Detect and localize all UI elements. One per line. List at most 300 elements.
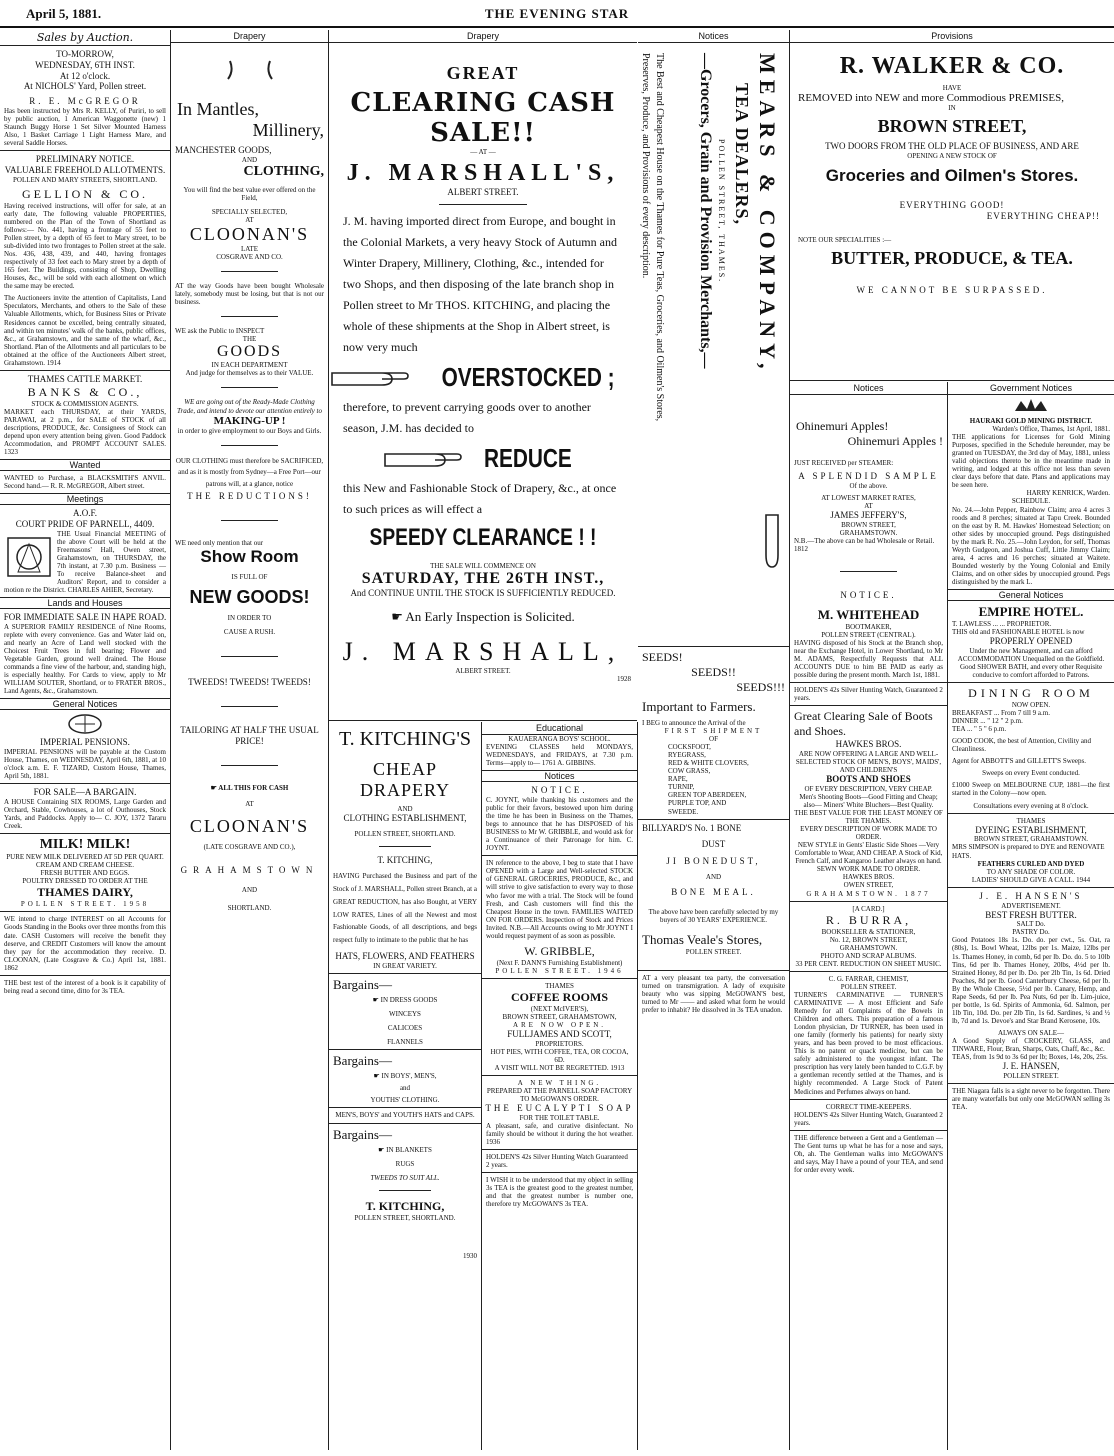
two-doors: TWO DOORS FROM THE OLD PLACE OF BUSINESS, AND ARE: [825, 141, 1079, 152]
dyeing-sub: BROWN STREET, GRAHAMSTOWN.: [973, 835, 1089, 844]
advertisement: ADVERTISEMENT.: [1001, 901, 1061, 910]
kenrick: HARRY KENRICK, Warden.: [1026, 489, 1110, 498]
sewn-work: SEWN WORK MADE TO ORDER.: [816, 865, 921, 874]
milk-body: PURE NEW MILK DELIVERED AT 5D PER QUART.: [6, 853, 164, 862]
lawless: T. LAWLESS ... ... PROPRIETOR.: [952, 619, 1052, 628]
cattle-market: THAMES CATTLE MARKET.: [27, 373, 143, 384]
pointing-hand-icon: ☛: [372, 996, 381, 1005]
whitehead-name: M. WHITEHEAD: [817, 606, 920, 622]
now-open: ARE NOW OPEN.: [512, 1021, 607, 1030]
brown-street: BROWN STREET, GRAHAMSTOWN,: [502, 1012, 617, 1021]
the-label: THE: [242, 335, 257, 344]
wish-filler: I WISH it to be understood that my object in selling 3s TEA is the greatest good to the greatest number, and that the greatest number is number one, therefore try McGOWAN'S 3s TEA.: [486, 1176, 633, 1209]
immediate-body: A SUPERIOR FAMILY RESIDENCE of Nine Rooms, replete with every convenience. Gas and Water laid on, and nearly an Acre of Land well stocked with the Choicest Fruit Trees in full bearing; Flower and Vegetable Garden, ground well drained. The House commands a fine view of the harbour, and, standing high, is especially healthy. For Cards to view, apply to Mr WILLIAM SOUTER, Shortland, or to FRATER BROS., Land Agents, &c., Grahamstown.: [4, 622, 166, 696]
bargain-title: FOR SALE—A BARGAIN.: [33, 787, 137, 798]
blankets: IN BLANKETS: [386, 1145, 432, 1154]
marshall-body2: therefore, to prevent carrying goods over to another season, J.M. has decided to: [343, 399, 591, 435]
bargains-heading: Bargains—: [333, 977, 392, 993]
everything-cheap: EVERYTHING CHEAP!!: [986, 210, 1100, 221]
tea-filler: THE best test of the interest of a book is it capability of being read a second time, ditto for 3s TEA.: [4, 978, 166, 995]
salt-butter: SALT Do.: [1016, 920, 1046, 929]
employment: in order to give employment to our Boys and Girls.: [177, 426, 322, 435]
aof: A.O.F.: [72, 508, 98, 519]
section-header: General Notices: [0, 698, 170, 710]
visit: A VISIT WILL NOT BE REGRETTED. 1913: [494, 1064, 625, 1072]
gellion-body2: The Auctioneers invite the attention of Capitalists, Land Speculators, Merchants, and others to the Sale of these Valuable Allotments, which, for Business Sites or Private Residences cannot be excelled, being centrally situated, and within ten minutes' walk of the banks, public offices, &c., at Grahamstown, and the same of the wharf, &c., Shortland. Plan of the Allotments and all particulars to be obtained at the office of the Auctioneers Albert street, Grahamstown. 1914: [4, 294, 166, 367]
farrar-sub: POLLEN STREET.: [840, 982, 897, 991]
overstocked: OVERSTOCKED ;: [441, 361, 615, 392]
coffee-sub: (NEXT McIVER'S),: [530, 1004, 589, 1013]
auction-place: At NICHOLS' Yard, Pollen street.: [23, 81, 147, 92]
soap-body: A pleasant, safe, and curative disinfectant. No family should be without it during the hot weather. 1936: [486, 1122, 633, 1147]
every-work: EVERY DESCRIPTION OF WORK MADE TO ORDER.: [800, 825, 937, 842]
in-label: IN: [948, 104, 956, 113]
column-mears: [638, 30, 790, 1450]
column-auctions: [0, 30, 171, 1450]
fashionable: THIS old and FASHIONABLE HOTEL is now: [952, 628, 1085, 637]
dining-room: DINING ROOM: [968, 686, 1094, 701]
hawkes-name2: HAWKES BROS.: [842, 873, 895, 882]
apples-1: Ohinemuri Apples!: [796, 419, 889, 433]
para-sacrificed: OUR CLOTHING must therefore be SACRIFICED, and as it is mostly from Sydney—a Free Port—our patrons will, at a glance, notice: [175, 456, 324, 489]
section-header: Educational: [482, 722, 637, 735]
auction-time: At 12 o'clock.: [59, 70, 111, 81]
cash-label: ALL THIS FOR CASH: [218, 783, 289, 792]
holden-watch: HOLDEN'S 42s Silver Hunting Watch Guaranteed 2 years.: [486, 1153, 628, 1170]
kitching-name: T. KITCHING'S: [338, 728, 472, 750]
ji-bonedust: JI BONEDUST,: [666, 856, 761, 867]
great-heading: GREAT: [446, 63, 520, 83]
sweeps: Sweeps on every Event conducted.: [982, 769, 1080, 778]
masthead: [0, 0, 1114, 28]
column-kitching: [329, 722, 482, 1450]
column-government: [948, 382, 1114, 1450]
always-on-sale: ALWAYS ON SALE—: [997, 1028, 1065, 1037]
bargains-item: [329, 1146, 481, 1154]
auction-day: WEDNESDAY, 6TH INST.: [35, 59, 135, 70]
flannels: FLANNELS: [387, 1038, 423, 1047]
best-butter: BEST FRESH BUTTER.: [985, 909, 1077, 920]
poultry: POULTRY DRESSED TO ORDER AT THE: [22, 877, 148, 886]
removed: REMOVED into NEW and more Commodious PREMISES,: [798, 92, 1064, 105]
surpassed: WE CANNOT BE SURPASSED.: [856, 284, 1048, 295]
farrar: C. G. FARRAR, CHEMIST,: [828, 974, 909, 983]
sale-commence: THE SALE WILL COMMENCE ON: [430, 561, 536, 570]
albert-street: ALBERT STREET.: [447, 187, 519, 198]
tweeds: TWEEDS! TWEEDS! TWEEDS!: [188, 677, 311, 688]
tweeds-all: TWEEDS TO SUIT ALL.: [370, 1173, 440, 1182]
bargains-item: [329, 1072, 481, 1080]
winceys: WINCEYS: [389, 1010, 421, 1019]
specialities: NOTE OUR SPECIALITIES :—: [798, 235, 892, 244]
court-title: COURT PRIDE OF PARNELL, 4409.: [15, 518, 155, 529]
price-list: Good Potatoes 18s 1s. Do. do. per cwt., 5s. Oat, ra (80s), 1s. Bowl Wheat, 12lbs per 1s. Maize, 12lbs per 1s. Thames Honey, in comb, 6d per lb. Do. do. 5 to 10lb Tins, 6d per lb. Thames Honey, 20lbs, 4½d per lb. Strained Honey, 8d per lb. Do. per 2lb Tin, 1s 6d. Dried Peaches, 8d per lb. Good Canterbury Cheese, 6d per lb. By the Whole Cheese, 5½d per lb. Canary, Hemp, and Rape Seeds, 6d per lb. Pea Nuts, 6d per lb. Lim-juice, per bottle, 1s 6d. Spirits of Ammonia, 6d. Salmon, per 1lb Tin, 10d. Do. per 2lb Tin, 1s 6d. Sardines, ¼ and ½ lb, 7d and 1s. Devoe's and Star Brand Kerosene, 10s.: [952, 936, 1110, 1025]
shortland: SHORTLAND.: [227, 903, 272, 912]
boots-shoes: BOOTS AND SHOES: [826, 774, 911, 785]
brown-street: BROWN STREET,: [877, 116, 1027, 137]
in-order-to: IN ORDER TO: [227, 614, 272, 623]
fulljames: FULLJAMES AND SCOTT,: [507, 1029, 612, 1040]
specially-selected: SPECIALLY SELECTED,: [211, 207, 288, 216]
hot-pies: HOT PIES, WITH COFFEE, TEA, OR COCOA, 6D.: [490, 1047, 629, 1064]
bargains-heading: Bargains—: [333, 1053, 392, 1069]
late-cosgrave: (LATE COSGRAVE AND CO.),: [203, 842, 296, 851]
gent-filler: THE difference between a Gent and a Gentleman — The Gent turns up what he has for a nose and says, Oh, ah. The Gentleman walks into McGOWAN'S and says, May I have a pound of your TEA, and send for order every week.: [794, 1133, 943, 1174]
veale-sub: POLLEN STREET.: [685, 947, 742, 956]
manchester-goods: MANCHESTER GOODS,: [175, 145, 272, 155]
card: [A CARD.]: [852, 904, 885, 913]
seed-item: SWEEDE.: [668, 807, 699, 816]
continue-until: And CONTINUE UNTIL THE STOCK IS SUFFICIENTLY REDUCED.: [350, 587, 616, 598]
cause-rush: CAUSE A RUSH.: [223, 628, 276, 637]
pollen-street2: POLLEN STREET, SHORTLAND.: [354, 1213, 456, 1222]
bootmaker: BOOTMAKER,: [845, 622, 892, 631]
reduce-row: [329, 443, 637, 474]
seed-item: RYEGRASS,: [668, 751, 706, 760]
making-up: MAKING-UP !: [213, 414, 286, 427]
shower-bath: Good SHOWER BATH, and every other Requisite conducive to comfort afforded to Patrons.: [959, 662, 1103, 680]
pointing-hand-icon: ☛: [373, 1072, 382, 1081]
lodge-emblem-icon: [4, 532, 54, 582]
seed-item: PURPLE TOP, AND: [668, 799, 727, 808]
niagara-filler: THE Niagara falls is a sight never to be forgotten. There are many waterfalls but only one McGOWAN selling 3s TEA.: [952, 1086, 1110, 1112]
showroom-heading: Show Room: [200, 547, 299, 567]
dust: DUST: [701, 839, 726, 850]
at-label: — AT —: [470, 148, 496, 156]
late-label: LATE: [240, 245, 259, 254]
veale-stores: Thomas Veale's Stores,: [642, 931, 763, 947]
boys-mens: IN BOYS', MEN'S,: [381, 1072, 437, 1081]
dyeing: DYEING ESTABLISHMENT,: [975, 824, 1087, 835]
gribble-body: IN reference to the above, I beg to state that I have OPENED with a Large and Well-selected STOCK of GENERAL GROCERIES, PRODUCE, &c., and will strive to give satisfaction to every way to those who favor me with a trial. The Stock will be found Fresh, and Cash customers will find this the Cheapest House in the town. FAMILIES WAITED ON FOR ORDERS. Inspection of Stock and Prices Invited. N.B.—All Accounts owing to Mr JOYNT I would request payment of as soon as possible.: [486, 859, 633, 940]
bargains-item: [329, 996, 481, 1004]
section-header: Government Notices: [948, 382, 1114, 395]
burra-graham: GRAHAMSTOWN.: [839, 943, 898, 952]
kitching-body: HAVING Purchased the Business and part of the Stock of J. MARSHALL, Pollen street Branch, at a GREAT REDUCTION, has also Bought, at VERY LOW RATES, Lines of all the Newest and most Fashionable Goods, of all descriptions, and begs respect fully to intimate to the public that he has: [333, 871, 477, 945]
youths-clothing: YOUTHS' CLOTHING.: [370, 1096, 440, 1105]
toilet-table: FOR THE TOILET TABLE.: [519, 1113, 600, 1122]
hawkes-body: ARE NOW OFFERING A LARGE AND WELL-SELECTED STOCK OF MEN'S, BOYS', MAIDS', AND CHILDREN'S: [795, 749, 942, 775]
and-label2: AND: [241, 885, 258, 894]
rotated-ad: [638, 43, 789, 643]
simpson: MRS SIMPSON is prepared to DYE and RENOVATE HATS.: [952, 843, 1105, 860]
seed-list: [638, 743, 789, 815]
court-body: THE Usual Financial MEETING of the above Court will be held at the Freemasons' Hall, Owen street, Grahamstown, on THURSDAY, the 7th instant, at 7.30 p.m. Business — To receive Balance-sheet and Auditors' Report, and to consider a motion re the District. CHARLES AHIER, Secretary.: [4, 529, 166, 594]
goods-heading: GOODS: [216, 343, 283, 361]
every-desc: OF EVERY DESCRIPTION, VERY CHEAP.: [804, 784, 933, 793]
groceries: Groceries and Oilmen's Stores.: [825, 165, 1079, 185]
seed-item: RED & WHITE CLOVERS,: [668, 759, 749, 768]
properly-opened: PROPERLY OPENED: [989, 636, 1073, 647]
new-style: NEW STYLE in Gents' Elastic Side Shoes —Very Comfortable to Wear, AND CHEAP. A Stock of Kid, French Calf, and Kangaroo Leather always on hand.: [794, 841, 943, 866]
pointing-hand-icon: [756, 513, 784, 573]
of-label: OF: [709, 735, 718, 744]
jeffery-name: JAMES JEFFERY'S,: [830, 509, 907, 520]
hawkes-name: HAWKES BROS.: [835, 739, 902, 750]
section-header: Notices: [638, 30, 789, 43]
reductions: THE REDUCTIONS!: [187, 491, 312, 502]
seed-item: COW GRASS,: [668, 767, 711, 776]
crockery: A Good Supply of CROCKERY, GLASS, and TINWARE, Flour, Bran, Sharps, Oats, Chaff, &c., &c.: [952, 1037, 1110, 1054]
ad-number: 1930: [463, 1251, 477, 1260]
dress-goods: IN DRESS GOODS: [380, 996, 438, 1005]
hansen-pollen: POLLEN STREET.: [1003, 1071, 1059, 1080]
cheap-drapery: CHEAP DRAPERY: [359, 759, 451, 800]
turner-body: TURNER'S CARMINATIVE — TURNER'S CARMINATIVE — A most Efficient and Safe Remedy for all Complaints of the Bowels in Children and others. This preparation of a famous London physician, Dr TURNER, has been used in one family (formerly his patients) for nearly sixty years, and has been proved to be most efficacious. This is no patent or quack medicine, but can be safely administered to the youngest infant. The prescription has very lately been handed to C.G.F. by a gentleman recently settled at the Thames, and is highly recommended. A Large Stock of Patent Medicines and Perfumes always on hand.: [794, 990, 943, 1096]
cream: CREAM AND CREAM CHEESE.: [35, 861, 134, 870]
owen-street: OWEN STREET,: [843, 881, 894, 890]
gribble-pollen: POLLEN STREET. 1946: [495, 966, 624, 975]
mantles-heading: In Mantles,: [177, 99, 259, 119]
gribble-sub: (Next F. DANN'S Furnishing Establishment): [496, 958, 623, 967]
dairy-sub: POLLEN STREET. 1958: [20, 900, 150, 909]
proprietors: PROPRIETORS.: [535, 1039, 584, 1048]
to-any-shade: TO ANY SHADE OF COLOR.: [986, 867, 1076, 876]
consultations: Consultations every evening at 8 o'clock.: [973, 801, 1089, 810]
para-wholesale: AT the way Goods have been bought Wholesale lately, somebody must be losing, but that is not our business.: [175, 282, 324, 307]
schedule-body: No. 24.—John Pepper, Rainbow Claim; area 4 acres 3 roods and 8 perches; situated at Tapu Creek. Bounded on the east by R. M. Hawkes' Homestead Selection; on other sides by unoccupied ground. Pegs distinguished by the mark R. No. 25.—John Leydon, for self, Thomas Weyth Gudgeon, and Joshua Cuff, Little Jimmy Claim; area, 4 acres and 16 perches; situated at Waitete. Bounded westerly by the Young Colonial and Emily Claims, and on other sides by unoccupied ground. Pegs distinguished by the mark L.: [952, 505, 1110, 586]
gribble-name: W. GRIBBLE,: [524, 943, 595, 958]
agent: Agent for ABBOTT'S and GILLETT'S Sweeps.: [952, 757, 1086, 766]
pastry-butter: PASTRY Do.: [1012, 928, 1050, 937]
thames-label: THAMES: [1016, 816, 1046, 825]
thames-label: THAMES: [545, 981, 574, 990]
rugs: RUGS: [395, 1159, 415, 1168]
bargain-body: A HOUSE Containing SIX ROOMS, Large Garden and Orchard, Stable, Cowhouses, a lot of Outhouses, Stock Yards, and Paddocks. Apply to— C. JOY, 1372 Tararu Creek.: [4, 797, 166, 831]
hats-caps: MEN'S, BOYS' and YOUTH'S HATS and CAPS.: [335, 1111, 475, 1120]
auction-date: TO-MORROW,: [56, 49, 114, 59]
best-value: THE BEST VALUE FOR THE LEAST MONEY OF THE THAMES.: [794, 809, 943, 826]
tailoring: TAILORING AT HALF THE USUAL PRICE!: [180, 725, 319, 746]
first-shipment: FIRST SHIPMENT: [664, 727, 763, 736]
teas: TEAS, from 1s 9d to 3s 6d per lb; Boxes, 14s, 20s, 25s.: [952, 1053, 1108, 1062]
selected: The above have been carefully selected by my buyers of 30 YEARS' EXPERIENCE.: [648, 907, 779, 924]
clearing-boots: Great Clearing Sale of Boots and Shoes.: [794, 709, 933, 739]
now-open: NOW OPEN.: [1011, 701, 1051, 710]
section-header: Notices: [790, 382, 947, 395]
overstocked-row: [329, 362, 637, 393]
best-cheapest: The Best and Cheapest House on the Thames for Pure Teas, Groceries, and Oilmen's Stores, Preserves, Produce, and Provisions of every description.: [640, 53, 665, 422]
pensions-body: IMPERIAL PENSIONS will be payable at the Custom House, Thames, on WEDNESDAY, April 6th, 1881, at 10 o'clock a.m. E. F. TIZARD, Custom House, Thames, April 5th, 1881.: [4, 748, 166, 781]
empire-hotel: EMPIRE HOTEL.: [978, 603, 1084, 619]
section-header: Notices: [482, 770, 637, 782]
seed-item: TURNIP,: [668, 783, 695, 792]
cloonans-name2: CLOONAN'S: [189, 815, 310, 836]
just-received: JUST RECEIVED per STEAMER:: [794, 459, 894, 467]
best-value: You will find the best value ever offered on the Field,: [183, 185, 316, 202]
sheet-music: 33 PER CENT. REDUCTION ON SHEET MUSIC.: [795, 959, 942, 968]
gellion-name: GELLION & CO.: [22, 186, 148, 201]
butter-eggs: FRESH BUTTER AND EGGS.: [40, 869, 130, 878]
tea-dealers: TEA DEALERS,: [732, 83, 752, 226]
grocers-line: —Grocers, Grain and Provision Merchants,—: [697, 53, 714, 369]
beg-announce: I BEG to announce the Arrival of the: [642, 719, 746, 727]
notice-title: NOTICE.: [531, 785, 588, 796]
para-readymade: WE are going out of the Ready-Made Clothing Trade, and intend to devote our attention entirely to: [177, 398, 322, 415]
everything-good: EVERYTHING GOOD!: [899, 199, 1005, 210]
newspaper-title: THE EVENING STAR: [484, 6, 630, 21]
hansen-name2: J. E. HANSEN,: [1002, 1061, 1060, 1072]
tk-name2: T. KITCHING,: [365, 1198, 445, 1213]
joynt-body: C. JOYNT, while thanking his customers and the public for their favors, bestowed upon him during the time he has been in Business on the Thames, begs to announce that he has DISPOSED of his BUSINESS to Mr W. GRIBBLE, and would ask for a Continuance of their Patronage for him. C. JOYNT.: [486, 795, 633, 853]
melbourne-sweep: £1000 Sweep on MELBOURNE CUP, 1881—the first started in the Colony—now open.: [952, 781, 1110, 798]
correct-time: CORRECT TIME-KEEPERS.: [825, 1102, 912, 1111]
section-header: Lands and Houses: [0, 597, 170, 609]
section-header: Provisions: [790, 30, 1114, 43]
banks-name: BANKS & CO.,: [27, 384, 143, 399]
interest-notice: WE intend to charge INTEREST on all Accounts for Goods Standing in the Books over three months from this date. CASH Customers will receive the benefit they deserve, and CREDIT Customers will know the amount they pay for the accommodation they receive. D. CLOONAN, (Late Cosgrave & Co.) April 1st, 1881. 1862: [4, 915, 166, 972]
full-of: IS FULL OF: [231, 573, 268, 582]
clothing-est: CLOTHING ESTABLISHMENT,: [343, 813, 467, 824]
butter-produce-tea: BUTTER, PRODUCE, & TEA.: [831, 247, 1073, 268]
whitehead-body: HAVING disposed of his Stock at the Branch shop, near the Exchange Hotel, in Lower Shortland, to Mr M. ADAMS, Respectfully Requests that ALL ACCOUNTS DUE to him BE PAID as early as possible during the present month. March 1st, 1881.: [794, 638, 943, 680]
coffee-rooms: COFFEE ROOMS: [510, 989, 608, 1004]
millinery-heading: Millinery,: [252, 120, 324, 140]
apples-2: Ohinemuri Apples !: [847, 434, 943, 448]
photo-albums: PHOTO AND SCRAP ALBUMS.: [820, 951, 917, 960]
seeds-3: SEEDS!!!: [736, 680, 785, 694]
pointing-hand-icon: [330, 363, 410, 391]
and-label2: and: [399, 1084, 411, 1093]
auctioneer-name: R. E. McGREGOR: [29, 96, 141, 107]
section-header: Meetings: [0, 493, 170, 505]
issue-date: April 5, 1881.: [26, 6, 102, 21]
holden-watch2: HOLDEN'S 42s Silver Hunting Watch, Guaranteed 2 years.: [794, 1110, 943, 1127]
marshall-sign: J. MARSHALL,: [342, 636, 624, 666]
lowest-rates: AT LOWEST MARKET RATES,: [821, 493, 916, 502]
column-educational: [482, 722, 638, 1450]
good-cook: GOOD COOK, the best of Attention, Civility and Cleanliness.: [952, 737, 1092, 754]
marshall-body3: this New and Fashionable Stock of Drapery, &c., at once to such prices as will effect a: [343, 480, 617, 516]
marshall-name: J. MARSHALL'S,: [346, 160, 620, 187]
seed-item: GREEN TOP ABERDEEN,: [668, 791, 747, 800]
divider: [329, 720, 637, 721]
opening: OPENING A NEW STOCK OF: [907, 151, 997, 160]
new-thing: A NEW THING.: [517, 1079, 602, 1088]
pointing-hand-icon: ☛: [378, 1145, 387, 1154]
pensions-title: IMPERIAL PENSIONS.: [40, 737, 130, 748]
each-dept: IN EACH DEPARTMENT: [211, 361, 288, 370]
important-farmers: Important to Farmers.: [642, 699, 756, 714]
calicoes: CALICOES: [387, 1024, 423, 1033]
pollen-thames: POLLEN STREET, THAMES.: [717, 139, 726, 284]
pointing-hand-icon: [383, 444, 463, 472]
great-variety: IN GREAT VARIETY.: [373, 962, 437, 971]
grahamstown: GRAHAMSTOWN: [180, 864, 319, 875]
inspection-row: [329, 609, 637, 625]
judge-value: And judge for themselves as to their VALUE.: [185, 369, 314, 378]
hawkes-graham: GRAHAMSTOWN. 1877: [806, 889, 931, 898]
teaparty-filler: AT a very pleasant tea party, the conversation turned on transmigration. A lady of exquisite beauty who was sipping McGOWAN'S best, turned to Mr —— and asked what form he would prefer to inhabit? He dissolved in 3s TEA unadon.: [642, 973, 785, 1015]
freehold-title: VALUABLE FREEHOLD ALLOTMENTS.: [4, 165, 166, 176]
divider: [790, 380, 1114, 381]
section-header: Wanted: [0, 459, 170, 471]
wanted-body: WANTED to Purchase, a BLACKSMITH'S ANVIL. Second hand.— R. R. McGREGOR, Albert street.: [4, 473, 166, 490]
billyard: BILLYARD'S No. 1 BONE: [642, 822, 742, 833]
para-inspect: WE ask the Public to INSPECT: [175, 327, 265, 336]
school-body: EVENING CLASSES held MONDAYS, WEDNESDAYS, and FRIDAYS, at 7.30 p.m. Terms—apply to— 1761 A. GIBBINS.: [486, 743, 633, 768]
royal-crest-icon: [65, 713, 105, 735]
jeffery-graham: GRAHAMSTOWN.: [839, 528, 898, 537]
and-label: AND: [241, 155, 258, 164]
feathers: FEATHERS CURLED AND DYED: [977, 859, 1085, 868]
meal-item: BREAKFAST ... From 7 till 9 a.m.: [952, 709, 1050, 718]
column-drapery-marshall: [329, 30, 637, 720]
column-notices-right: [790, 382, 948, 1450]
auction-body: Has been instructed by Mrs R. KELLY, of Puriri, to sell by public auction, 1 American Waggonette (new) 1 Staunch Buggy Horse 1 Set Silver Mounted Harness Also, 1 Basket Carriage 1 Light Harness Mare, and several Saddle Horses.: [4, 106, 166, 148]
seed-item: COCKSFOOT,: [668, 743, 711, 752]
immediate-sale: FOR IMMEDIATE SALE IN HAPE ROAD.: [3, 611, 167, 622]
cloonans-name: CLOONAN'S: [189, 224, 310, 245]
ad-number: 1928: [617, 674, 631, 683]
clothing-heading: CLOTHING,: [243, 163, 324, 179]
bone-meal: BONE MEAL.: [671, 887, 756, 897]
pointing-hand-icon: ☛: [391, 608, 406, 624]
royal-crest-icon: [1011, 397, 1051, 415]
bargains-heading: Bargains—: [333, 1126, 392, 1142]
have: HAVE: [942, 84, 962, 92]
meal-item: TEA ... " 5 " 6 p.m.: [952, 725, 1007, 734]
and-label: AND: [397, 805, 413, 813]
jeffery-brown: BROWN STREET,: [841, 520, 896, 529]
decorative-ornament-icon: [171, 57, 328, 87]
seed-item: RAPE,: [668, 775, 688, 784]
early-inspection: An Early Inspection is Solicited.: [405, 608, 575, 624]
burra-name: R. BURRA,: [825, 912, 912, 927]
freehold-sub: POLLEN AND MARY STREETS, SHORTLAND.: [13, 175, 157, 184]
of-above: Of the above.: [849, 481, 888, 490]
splendid-sample: A SPLENDID SAMPLE: [798, 471, 939, 482]
pollen-street: POLLEN STREET, SHORTLAND.: [354, 829, 456, 838]
warden-office: Warden's Office, Thames, 1st April, 1881.: [992, 425, 1110, 434]
milk-title: MILK! MILK!: [39, 837, 131, 853]
albert-street2: ALBERT STREET.: [455, 666, 511, 675]
jeffery-nb: N.B.—The above can be had Wholesale or Retail. 1812: [794, 536, 935, 553]
section-header: Sales by Auction.: [0, 30, 170, 46]
column-drapery-cloonan: [171, 30, 329, 1450]
column-provisions: [790, 30, 1114, 380]
hauraki: HAURAKI GOLD MINING DISTRICT.: [969, 417, 1093, 425]
clearing-sale: CLEARING CASH SALE!!: [350, 88, 616, 148]
gellion-body: Having received instructions, will offer for sale, at an early date, The following valuable PROPERTIES, numbered on the Plan of the Town of Shortland as follows:— No. 441, having a frontage of 55 feet to Pollen street, by a depth of 65 feet to Mary street, to be sub-divided into two frontages to Pollen street at the sale. Nos. 436, 438, 439, and 440, having frontages respectively of 33 feet each to Mary street by a depth of 165 feet. The Buildings, consisting of Shop, Dwelling Houses, &c., will be sold with each allotment on which the same may be erected.: [4, 201, 166, 291]
cosgrave: COSGRAVE AND CO.: [216, 253, 283, 262]
dairy-name: THAMES DAIRY,: [37, 885, 133, 900]
section-header: Drapery: [171, 30, 328, 43]
speedy-clearance: SPEEDY CLEARANCE ! !: [369, 523, 597, 551]
para-showroom: WE need only mention that our: [175, 539, 264, 548]
burra-brown: No. 12, BROWN STREET,: [829, 935, 908, 944]
schedule: SCHEDULE.: [1011, 497, 1051, 506]
seeds-2: SEEDS!!: [691, 665, 736, 679]
section-header: Drapery: [329, 30, 637, 43]
tk-name: T. KITCHING,: [377, 854, 433, 865]
prelim-notice: PRELIMINARY NOTICE.: [35, 154, 135, 165]
ladies-call: LADIES' SHOULD GIVE A CALL. 1944: [971, 875, 1091, 884]
marshall-body1: J. M. having imported direct from Europe, and bought in the Colonial Markets, a very heavy Stock of Autumn and Winter Drapery, Millinery, Clothing, &c., intended for two Shops, and then disposing of the late branch shop in Pollen street to Mr THOS. KITCHING, and placing the whole of these shipments at the Shop in Albert street, is now very much: [343, 213, 617, 354]
prepared: PREPARED AT THE PARNELL SOAP FACTORY TO McGOWAN'S ORDER.: [486, 1087, 633, 1104]
holden-watch: HOLDEN'S 42s Silver Hunting Watch, Guaranteed 2 years.: [794, 686, 943, 703]
gov-body: THE applications for Licenses for Gold Mining Purposes, specified in the Schedule hereunder, may be granted on TUESDAY, the 3rd day of May, 1881, unless valid objections thereto be in the meantime made in writing, and lodged at this office not less than seven clear days before that date. Plans and applications may be seen here.: [952, 433, 1110, 490]
at-label: AT: [864, 501, 873, 510]
reduce: REDUCE: [484, 442, 572, 473]
and-label: AND: [705, 872, 722, 881]
school-name: KAUAERANGA BOYS' SCHOOL.: [508, 735, 611, 743]
new-goods: NEW GOODS!: [189, 587, 310, 608]
banks-sub: STOCK & COMMISSION AGENTS.: [31, 399, 139, 408]
hansen-name: J. E. HANSEN'S: [979, 890, 1083, 901]
section-header: General Notices: [948, 589, 1114, 601]
mears-company: MEARS & COMPANY,: [755, 53, 780, 375]
